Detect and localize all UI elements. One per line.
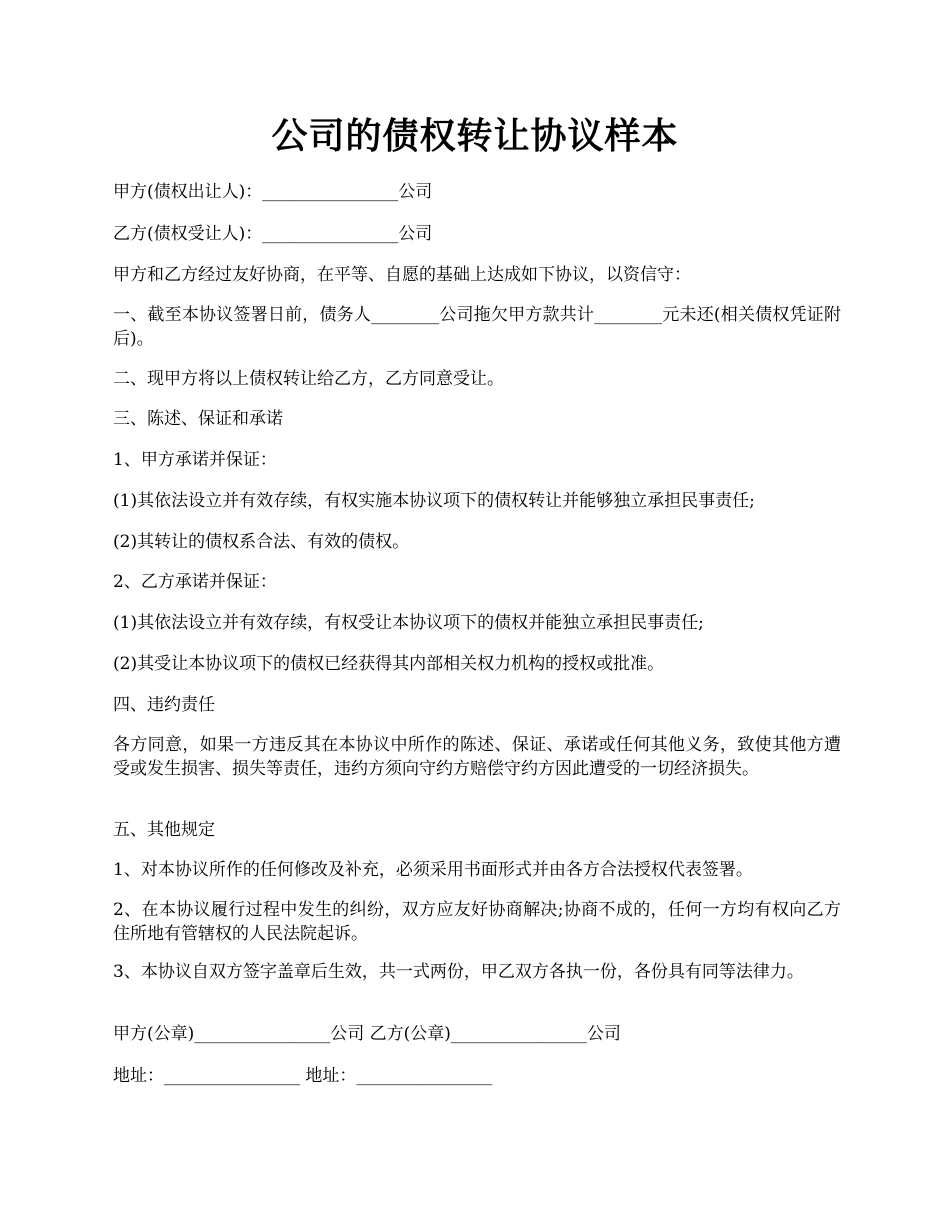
other-provision-2: 2、在本协议履行过程中发生的纠纷，双方应友好协商解决;协商不成的，任何一方均有权向乙方住所地有管辖权的人民法院起诉。: [113, 900, 841, 944]
preamble-paragraph: 甲方和乙方经过友好协商，在平等、自愿的基础上达成如下协议，以资信守：: [113, 265, 691, 285]
other-provision-3: 3、本协议自双方签字盖章后生效，共一式两份，甲乙双方各执一份，各份具有同等法律力。: [113, 962, 804, 982]
party-b-warranty-2: (2)其受让本协议项下的债权已经获得其内部相关权力机构的授权或批准。: [113, 654, 665, 674]
address-line: 地址：________________ 地址：________________: [113, 1066, 493, 1086]
clause-1-paragraph: 一、截至本协议签署日前，债务人________公司拖欠甲方款共计________元未还(相关债权凭证附后)。: [113, 305, 841, 349]
section-4-heading: 四、违约责任: [113, 695, 215, 715]
section-3-heading: 三、陈述、保证和承诺: [113, 409, 283, 429]
other-provision-1: 1、对本协议所作的任何修改及补充，必须采用书面形式并由各方合法授权代表签署。: [113, 860, 753, 880]
party-a-line: 甲方(债权出让人)：________________公司: [113, 182, 433, 202]
signature-line: 甲方(公章)________________公司 乙方(公章)________________公司: [113, 1024, 621, 1044]
section-5-heading: 五、其他规定: [113, 820, 215, 840]
breach-paragraph: 各方同意，如果一方违反其在本协议中所作的陈述、保证、承诺或任何其他义务，致使其他方遭受或发生损害、损失等责任，违约方须向守约方赔偿守约方因此遭受的一切经济损失。: [113, 735, 841, 779]
party-b-warranty-1: (1)其依法设立并有效存续，有权受让本协议项下的债权并能独立承担民事责任;: [113, 613, 704, 633]
party-a-warranty-heading: 1、甲方承诺并保证：: [113, 450, 277, 470]
party-b-warranty-heading: 2、乙方承诺并保证：: [113, 572, 277, 592]
party-b-line: 乙方(债权受让人)：________________公司: [113, 224, 433, 244]
party-a-warranty-1: (1)其依法设立并有效存续，有权实施本协议项下的债权转让并能够独立承担民事责任;: [113, 491, 755, 511]
party-a-warranty-2: (2)其转让的债权系合法、有效的债权。: [113, 532, 410, 552]
document-title: 公司的债权转让协议样本: [271, 115, 679, 157]
clause-2-paragraph: 二、现甲方将以上债权转让给乙方，乙方同意受让。: [113, 369, 504, 389]
